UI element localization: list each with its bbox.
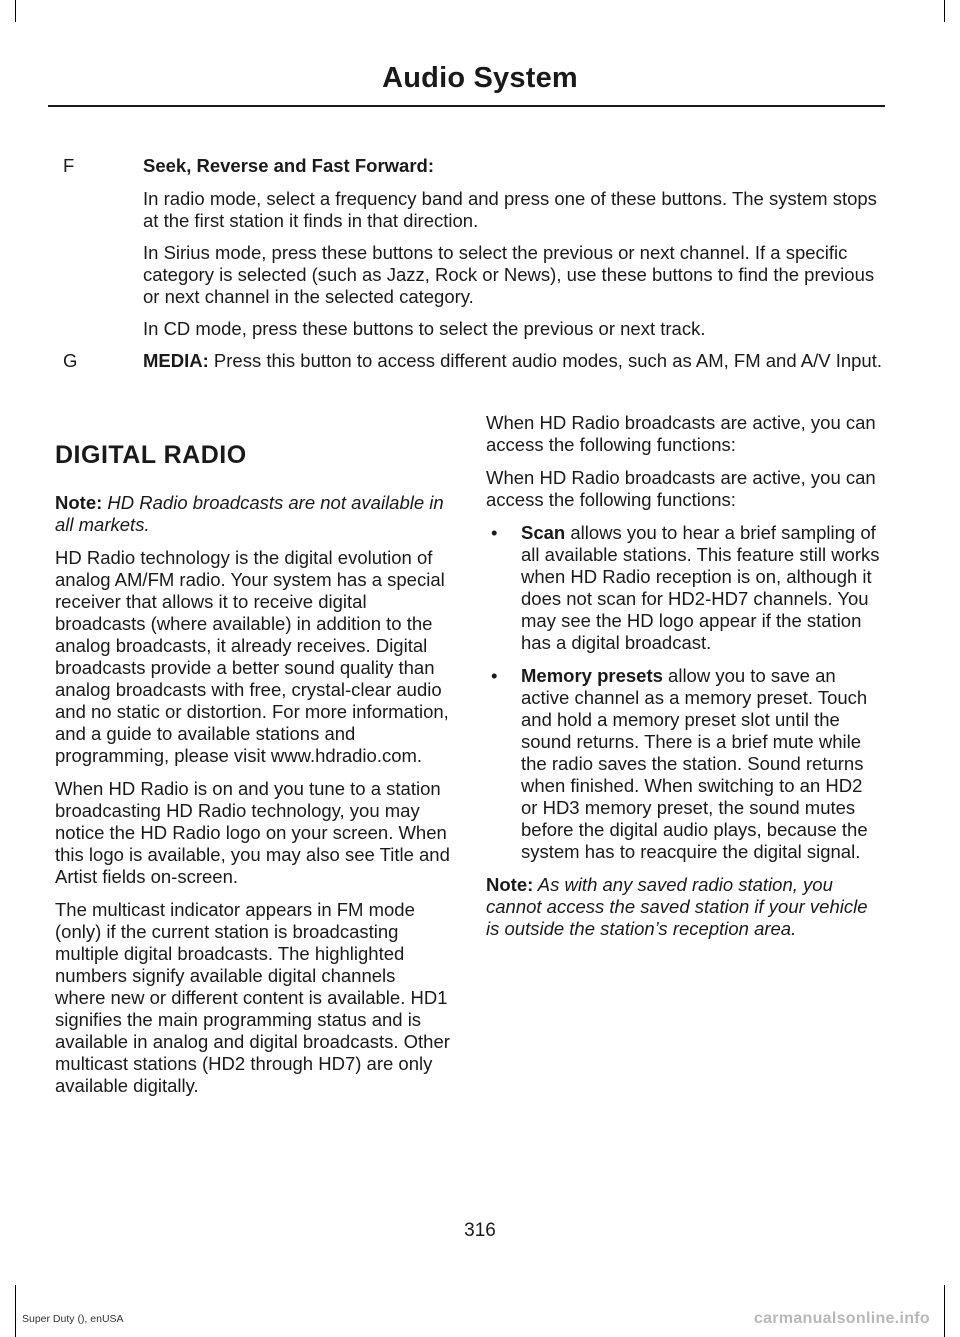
definition-paragraph: In Sirius mode, press these buttons to select the previous or next channel. If a specific category is selected (such as Jazz, Rock or News), use these buttons to find the previous or next channel in the selected category. xyxy=(143,242,875,307)
definition-list xyxy=(63,155,883,382)
watermark: carmanualsonline.info xyxy=(753,1310,930,1327)
crop-mark-bottom-left xyxy=(15,1285,16,1337)
body-paragraph: When HD Radio broadcasts are active, you can access the following functions: xyxy=(486,467,876,510)
crop-mark-bottom-right xyxy=(944,1285,945,1337)
list-item-text: allow you to save an active channel as a memory preset. Touch and hold a memory preset slot until the sound returns. There is a brief mute while the radio saves the station. Sound returns when finished. When switching to an HD2 or HD3 memory preset, the sound mutes before the digital audio plays, because the system has to reacquire the digital signal. xyxy=(521,665,868,862)
list-item xyxy=(486,665,881,863)
left-column xyxy=(55,440,450,1108)
section-heading: DIGITAL RADIO xyxy=(55,441,247,469)
definition-item-f xyxy=(63,155,883,340)
note xyxy=(486,874,881,940)
definition-term: Seek, Reverse and Fast Forward: xyxy=(143,155,434,176)
header-divider xyxy=(48,105,885,107)
body-paragraph: When HD Radio broadcasts are active, you can access the following functions: xyxy=(486,412,876,455)
list-item-term: Memory presets xyxy=(521,665,663,686)
note-label: Note: xyxy=(55,492,103,513)
crop-mark-top-right xyxy=(944,0,945,22)
right-column xyxy=(486,412,881,951)
definition-paragraph: In radio mode, select a frequency band and press one of these buttons. The system stops at the first station it finds in that direction. xyxy=(143,188,877,231)
list-item-term: Scan xyxy=(521,522,566,543)
page-title: Audio System xyxy=(382,62,578,94)
bullet-icon: • xyxy=(491,522,498,543)
note xyxy=(55,492,450,536)
definition-item-g xyxy=(63,350,883,372)
body-paragraph: HD Radio technology is the digital evolution of analog AM/FM radio. Your system has a special receiver that allows it to receive digital broadcasts (where available) in addition to the analog broadcasts, it already receives. Digital broadcasts provide a better sound quality than analog broadcasts with free, crystal-clear audio and no static or distortion. For more information, and a guide to available stations and programming, please visit www.hdradio.com. xyxy=(55,547,449,766)
note-text: HD Radio broadcasts are not available in all markets. xyxy=(55,492,444,535)
note-text: As with any saved radio station, you cannot access the saved station if your vehicle is outside the station’s reception area. xyxy=(486,874,868,939)
definition-term: MEDIA: xyxy=(143,350,209,371)
definition-text: Press this button to access different audio modes, such as AM, FM and A/V Input. xyxy=(208,350,882,371)
definition-paragraph: In CD mode, press these buttons to select the previous or next track. xyxy=(143,318,706,339)
crop-mark-top-left xyxy=(15,0,16,22)
note-label: Note: xyxy=(486,874,534,895)
body-paragraph: The multicast indicator appears in FM mode (only) if the current station is broadcasting multiple digital broadcasts. The highlighted numbers signify available digital channels where new or different content is available. HD1 signifies the main programming status and is available in analog and digital broadcasts. Other multicast stations (HD2 through HD7) are only available digitally. xyxy=(55,899,450,1096)
footer-text: Super Duty (), enUSA xyxy=(22,1313,124,1325)
list-item xyxy=(486,522,881,654)
definition-letter: F xyxy=(63,155,75,176)
list-item-text: allows you to hear a brief sampling of all available stations. This feature still works when HD Radio reception is on, although it does not scan for HD2-HD7 channels. You may see the HD logo appear if the station has a digital broadcast. xyxy=(521,522,880,653)
bullet-list xyxy=(486,522,881,863)
bullet-icon: • xyxy=(491,665,498,686)
page-number: 316 xyxy=(464,1220,496,1241)
body-paragraph: When HD Radio is on and you tune to a station broadcasting HD Radio technology, you may notice the HD Radio logo on your screen. When this logo is available, you may also see Title and Artist fields on-screen. xyxy=(55,778,450,887)
definition-letter: G xyxy=(63,350,78,371)
